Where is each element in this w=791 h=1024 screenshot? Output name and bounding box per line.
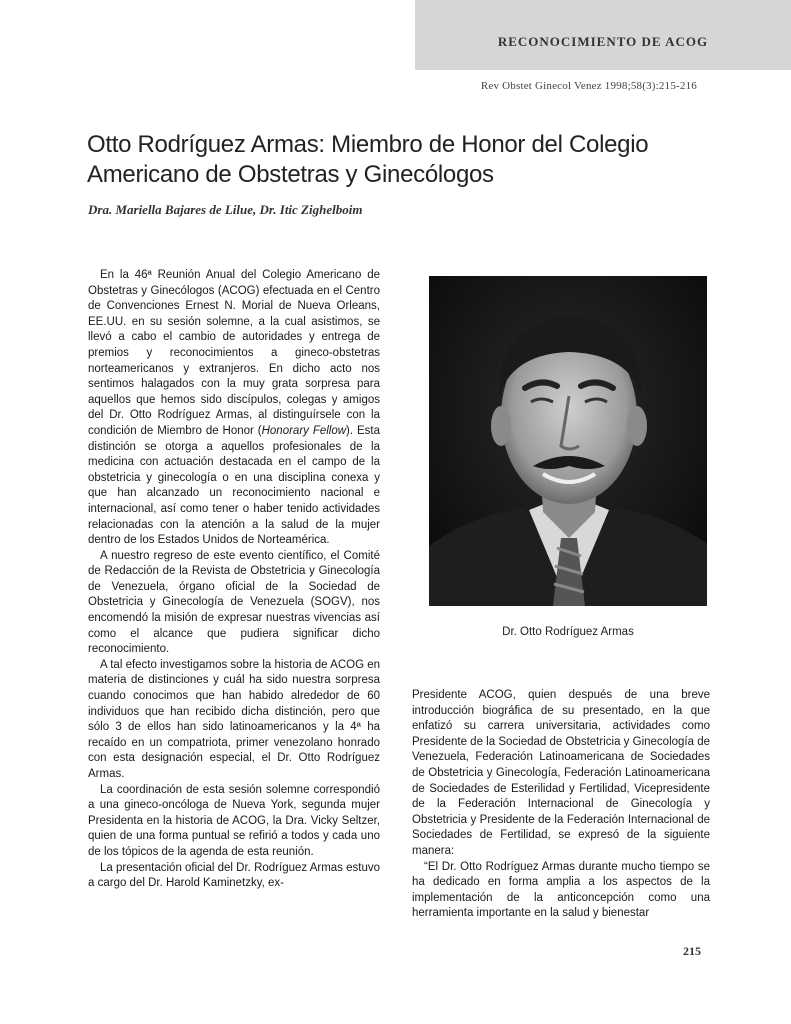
paragraph-6: Presidente ACOG, quien después de una breve introducción biográfica de su presentado, en la que enfatizó su carrera universitaria, actividades como Presidente de la Sociedad de Obstetricia y Ginecología de Venezuela, Federación Latinoamericana de Sociedades de Obstetricia y Ginecología, Federación Latinoamericana de Sociedades de Esterilidad y Fertilidad, Vicepresidente de la Federación Internacional de Ginecología y Obstetricia y Presidente de la Federación Internacional de Sociedades de Fertilidad, se expresó de la siguiente manera:	[412, 689, 710, 857]
journal-citation: Rev Obstet Ginecol Venez 1998;58(3):215-216	[480, 80, 697, 92]
paragraph-4: La coordinación de esta sesión solemne correspondió a una gineco-oncóloga de Nueva York, segunda mujer Presidenta en la historia de ACOG, la Dra. Vicky Seltzer, quien de una forma puntual se refirió a todos y cada uno de los tópicos de la agenda de esta reunión.	[88, 783, 380, 858]
paragraph-2: A nuestro regreso de este evento científico, el Comité de Redacción de la Revista de Obstetricia y Ginecología de Venezuela, órgano oficial de la Sociedad de Obstetricia y Ginecología de Venezuela (SOGV), nos encomendó la misión de expresar nuestras vivencias así como el alcance que pudiera significar dicho reconocimiento.	[88, 549, 380, 656]
section-label: RECONOCIMIENTO DE ACOG	[497, 34, 709, 49]
paragraph-7: “El Dr. Otto Rodríguez Armas durante mucho tiempo se ha dedicado en forma amplia a los aspectos de la implementación de la anticoncepción como una herramienta importante en la salud y bienestar	[412, 860, 710, 920]
paragraph-1	[88, 268, 380, 549]
paragraph-1-text: En la 46ª Reunión Anual del Colegio Americano de Obstetras y Ginecólogos (ACOG) efectuada en el Centro de Convenciones Ernest N. Morial de Nueva Orleans, EE.UU. en su sesión solemne, a la cual asistimos, se llevó a cabo el cambio de autoridades y entrega de premios y reconocimientos a gineco-obstetras norteamericanos y extranjeros. En dicho acto nos sentimos halagados con la muy grata sorpresa para aquellos que hemos sido discípulos, colegas y amigos del Dr. Otto Rodríguez Armas, al distinguírsele con la condición de Miembro de Honor (	[88, 269, 380, 437]
article-authors: Dra. Mariella Bajares de Lilue, Dr. Itic Zighelboim	[88, 202, 363, 217]
page-number: 215	[683, 944, 701, 958]
body-column-right	[412, 688, 710, 922]
paragraph-3: A tal efecto investigamos sobre la historia de ACOG en materia de distinciones y cuál ha sido nuestra sorpresa cuando conocimos que han habido alrededor de 60 individuos que han recibido dicha distinción, pero que sólo 3 de ellos han sido latinoamericanos y la 4ª ha recaído en un compatriota, primer venezolano honrado con esta designación especial, el Dr. Otto Rodríguez Armas.	[88, 658, 380, 780]
portrait-photo	[429, 276, 707, 606]
article-title: Otto Rodríguez Armas: Miembro de Honor del Colegio Americano de Obstetras y Ginecólogos	[87, 131, 649, 188]
portrait-illustration	[429, 276, 707, 606]
body-column-left	[88, 268, 380, 892]
figure-caption: Dr. Otto Rodríguez Armas	[502, 626, 634, 638]
paragraph-5: La presentación oficial del Dr. Rodríguez Armas estuvo a cargo del Dr. Harold Kaminetzky, ex-	[88, 861, 380, 890]
honorary-fellow-term: Honorary Fellow	[261, 424, 347, 437]
paragraph-1-end: ). Esta distinción se otorga a aquellos profesionales de la medicina con actuación destacada en el campo de la obstetricia y ginecología o en una disciplina conexa y que han alcanzado un reconocimiento nacional e internacional, así como tener o haber tenido actividades relacionadas con la atención a la salud de la mujer dentro de los Estados Unidos de Norteamérica.	[88, 424, 380, 547]
